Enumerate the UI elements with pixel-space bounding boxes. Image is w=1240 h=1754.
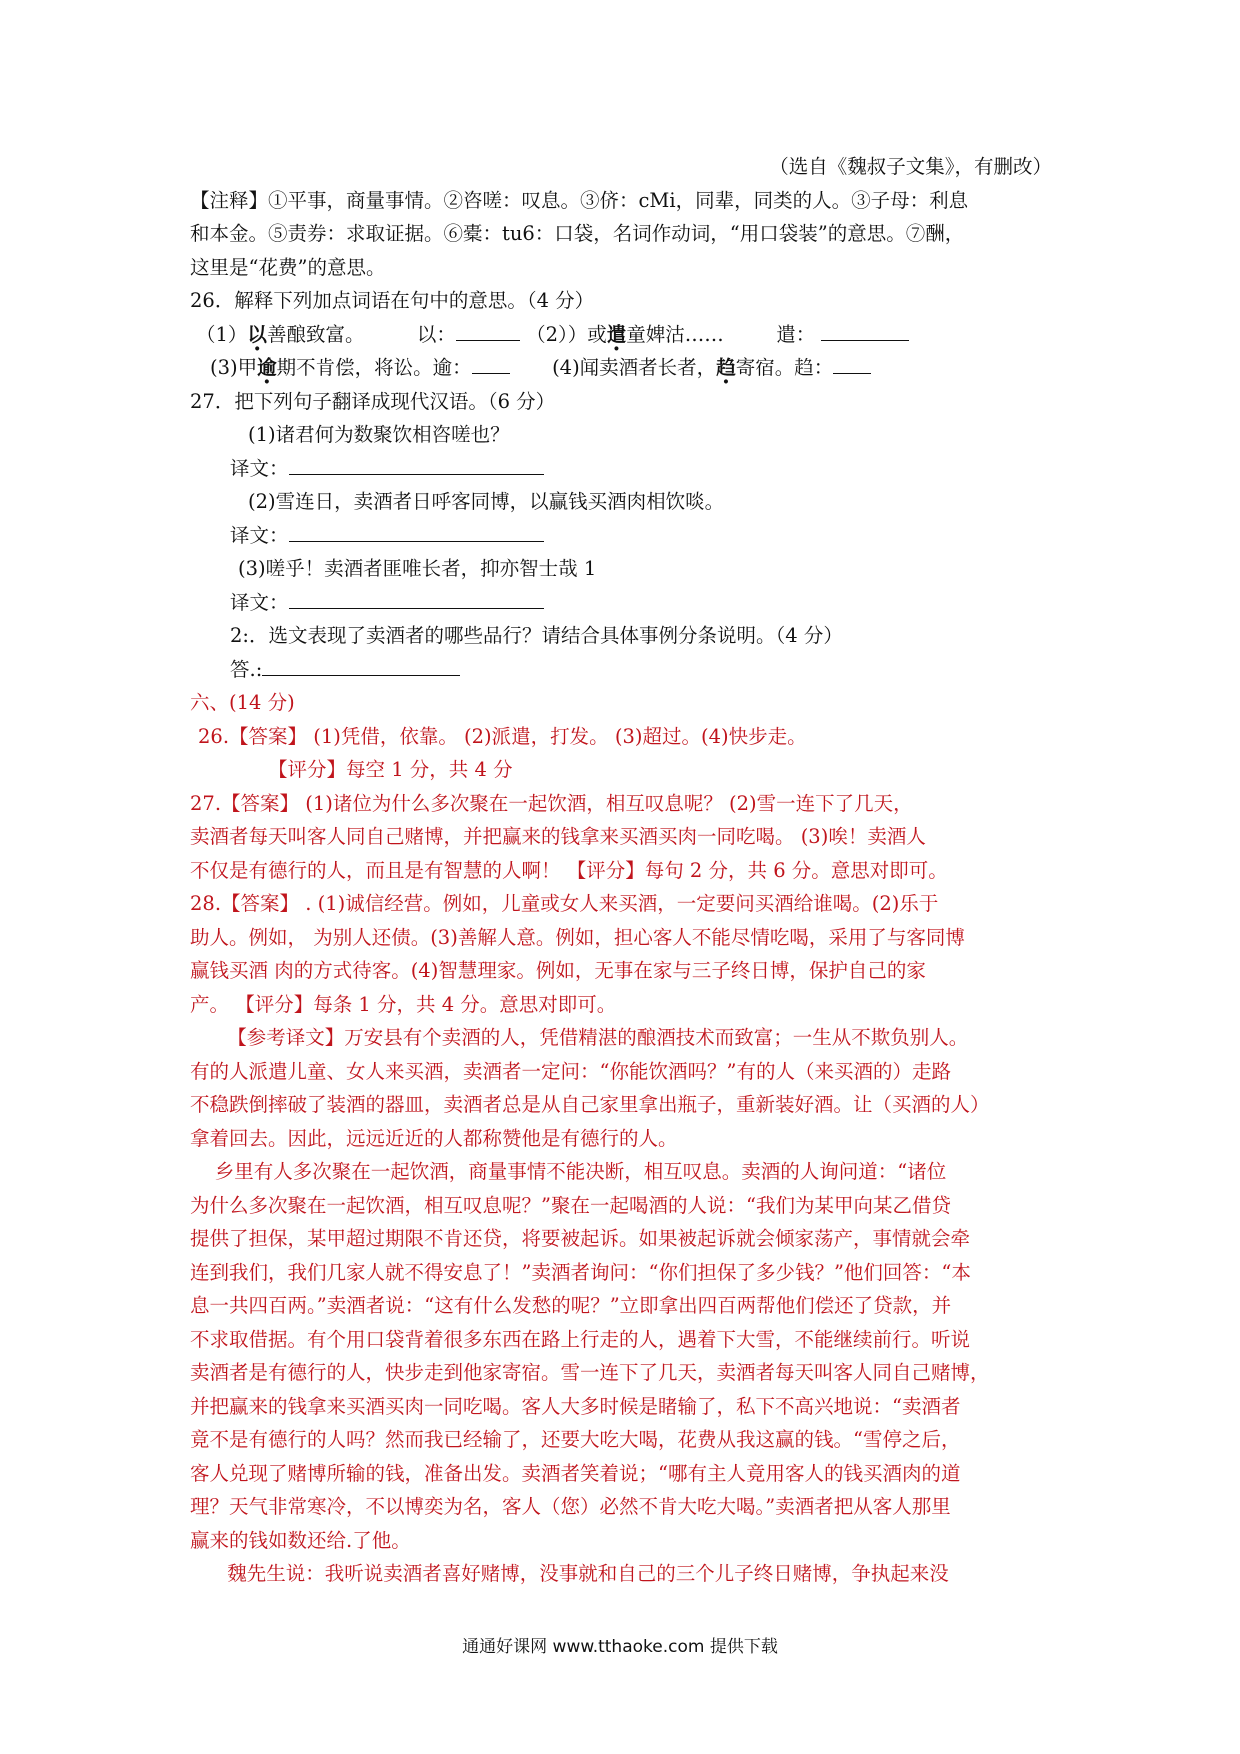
answer-28-line-1: 28.【答案】 . (1)诚信经营。例如，儿童或女人来买酒，一定要问买酒给谁喝。(2)乐于 [190,892,939,915]
source-citation: （选自《魏叔子文集》，有删改） [769,155,1052,178]
translation-p3-line-1: 魏先生说：我听说卖酒者喜好赌博，没事就和自己的三个儿子终日赌博，争执起来没 [190,1562,949,1585]
translation-p2-line-2: 为什么多次聚在一起饮酒，相互叹息呢？”聚在一起喝酒的人说：“我们为某甲向某乙借贷 [190,1193,951,1217]
q27-sentence-2: (2)雪连日，卖酒者日呼客同博，以赢钱买酒肉相饮啖。 [248,490,725,513]
q26-d-prefix: (4)闻卖酒者长者， [552,356,717,379]
translation-p2-line-9: 竟不是有德行的人吗？然而我已经输了，还要大吃大喝，花费从我这赢的钱。“雪停之后， [190,1428,961,1451]
q26-a-prefix: （1） [196,322,248,346]
q27-title: 27．把下列句子翻译成现代汉语。（6 分） [190,389,556,413]
q26-b-text: 童婢沽…… [626,322,724,346]
q26-title: 26．解释下列加点词语在句中的意思。（4 分） [190,289,595,312]
translation-p2-line-11: 理？天气非常寒冷，不以博奕为名，客人（您）必然不肯大吃大喝。”卖酒者把从客人那里 [190,1495,951,1518]
translation-p2-line-1: 乡里有人多次聚在一起饮酒，商量事情不能决断，相互叹息。卖酒的人询问道：“诸位 [190,1160,947,1183]
translation-p1-line-1: 【参考译文】万安县有个卖酒的人，凭借精湛的酿酒技术而致富；一生从不欺负别人。 [190,1026,969,1049]
q28-title: 2:．选文表现了卖酒者的哪些品行？请结合具体事例分条说明。（4 分） [230,624,843,647]
translation-p1-line-4: 拿着回去。因此，远远近近的人都称赞他是有德行的人。 [190,1126,678,1150]
q26-a-dotted-word: 以 [247,322,267,346]
q27-answer-blank-2[interactable] [289,540,544,542]
q26-d-blank[interactable] [833,372,871,374]
q26-d-dotted-word: 趋 [716,356,736,379]
q27-answer-row-1 [190,452,1060,486]
translation-p2-line-7: 卖酒者是有德行的人，快步走到他家寄宿。雪一连下了几天，卖酒者每天叫客人同自己赌博， [190,1361,990,1384]
answer-27-line-1: 27.【答案】 (1)诸位为什么多次聚在一起饮酒，相互叹息呢？ (2)雪一连下了几天， [190,791,913,815]
answer-27-line-2: 卖酒者每天叫客人同自己赌博，并把赢来的钱拿来买酒买肉一同吃喝。 (3)唉！卖酒人 [190,825,926,848]
q26-c-text: 期不肯偿，将讼。逾： [276,356,472,379]
q26-row-2 [190,351,1060,385]
translation-p2-line-8: 并把赢来的钱拿来买酒买肉一同吃喝。客人大多时候是睹输了，私下不高兴地说：“卖酒者 [190,1394,961,1418]
answers-section-title: 六、(14 分) [190,691,295,714]
answer-26-score: 【评分】每空 1 分，共 4 分 [268,758,513,781]
translation-p2-line-5: 息一共四百两。”卖酒者说：“这有什么发愁的呢？”立即拿出四百两帮他们偿还了贷款，并 [190,1294,952,1317]
translation-p2-line-3: 提供了担保，某甲超过期限不肯还贷，将要被起诉。如果被起诉就会倾家荡产，事情就会牵 [190,1227,971,1250]
document-body [190,150,1060,1591]
q27-answer-blank-1[interactable] [289,473,544,475]
q28-answer-row [190,653,1060,687]
q27-sentence-1: (1)诸君何为数聚饮相咨嗟也？ [248,423,510,446]
translation-p1-line-2: 有的人派遣儿童、女人来买酒，卖酒者一定问：“你能饮酒吗？”有的人（来买酒的）走路 [190,1059,951,1083]
answer-28-line-3: 赢钱买酒 肉的方式待客。(4)智慧理家。例如，无事在家与三子终日博，保护自己的家 [190,959,926,982]
q28-label: 答.: [230,657,263,681]
answer-27-line-3: 不仅是有德行的人，而且是有智慧的人啊！ 【评分】每句 2 分，共 6 分。意思对即可。 [190,858,948,882]
answer-28-line-2: 助人。例如， 为别人还债。(3)善解人意。例如，担心客人不能尽情吃喝，采用了与客同博 [190,925,965,949]
q26-b-label: 遣： [776,322,816,346]
q26-b-blank[interactable] [821,339,909,341]
q27-label-3: 译文： [230,590,289,614]
notes-line-2: 和本金。⑤责券：求取证据。⑥橐：tu6：口袋，名词作动词，“用口袋装”的意思。⑦酬， [190,222,965,245]
translation-p2-line-4: 连到我们，我们几家人就不得安息了！”卖酒者询问：“你们担保了多少钱？”他们回答：“本 [190,1260,971,1284]
q26-a-blank[interactable] [456,339,520,341]
notes-line-3: 这里是“花费”的意思。 [190,255,386,279]
q26-row-1 [190,318,1060,352]
page-footer: 通通好课网 www.tthaoke.com 提供下载 [462,1637,778,1657]
q27-answer-row-2 [190,519,1060,553]
q27-label-1: 译文： [230,456,289,480]
translation-p2-line-12: 赢来的钱如数还给.了他。 [190,1528,411,1552]
q26-b-dotted-word: 遣 [606,322,627,346]
q26-c-blank[interactable] [472,372,510,374]
answer-26: 26.【答案】 (1)凭借，依靠。 (2)派遣，打发。 (3)超过。(4)快步走。 [198,724,807,748]
q27-sentence-3: (3)嗟乎！卖酒者匪唯长者，抑亦智士哉 1 [238,557,597,580]
answer-28-line-4: 产。 【评分】每条 1 分，共 4 分。意思对即可。 [190,992,617,1016]
q26-c-prefix: (3)甲 [210,356,258,379]
notes-line-1: 【注释】①平事，商量事情。②咨嗟：叹息。③侪：cMi，同辈，同类的人。③子母：利息 [190,188,969,212]
q26-a-label: 以： [416,322,456,346]
translation-p2-line-6: 不求取借据。有个用口袋背着很多东西在路上行走的人，遇着下大雪，不能继续前行。听说 [190,1327,971,1351]
q26-a-text: 善酿致富。 [266,322,365,346]
translation-p2-line-10: 客人兑现了赌博所输的钱，准备出发。卖酒者笑着说；“哪有主人竟用客人的钱买酒肉的道 [190,1461,961,1485]
q28-answer-blank[interactable] [262,674,460,676]
q27-answer-blank-3[interactable] [289,607,544,609]
q27-answer-row-3 [190,586,1060,620]
q26-c-dotted-word: 逾 [257,356,277,379]
q27-label-2: 译文： [230,523,289,547]
q26-d-text: 寄宿。趋： [735,356,834,379]
q26-b-prefix: （2））或 [526,322,607,346]
translation-p1-line-3: 不稳跌倒摔破了装酒的器皿，卖酒者总是从自己家里拿出瓶子，重新装好酒。让（买酒的人） [190,1093,990,1116]
